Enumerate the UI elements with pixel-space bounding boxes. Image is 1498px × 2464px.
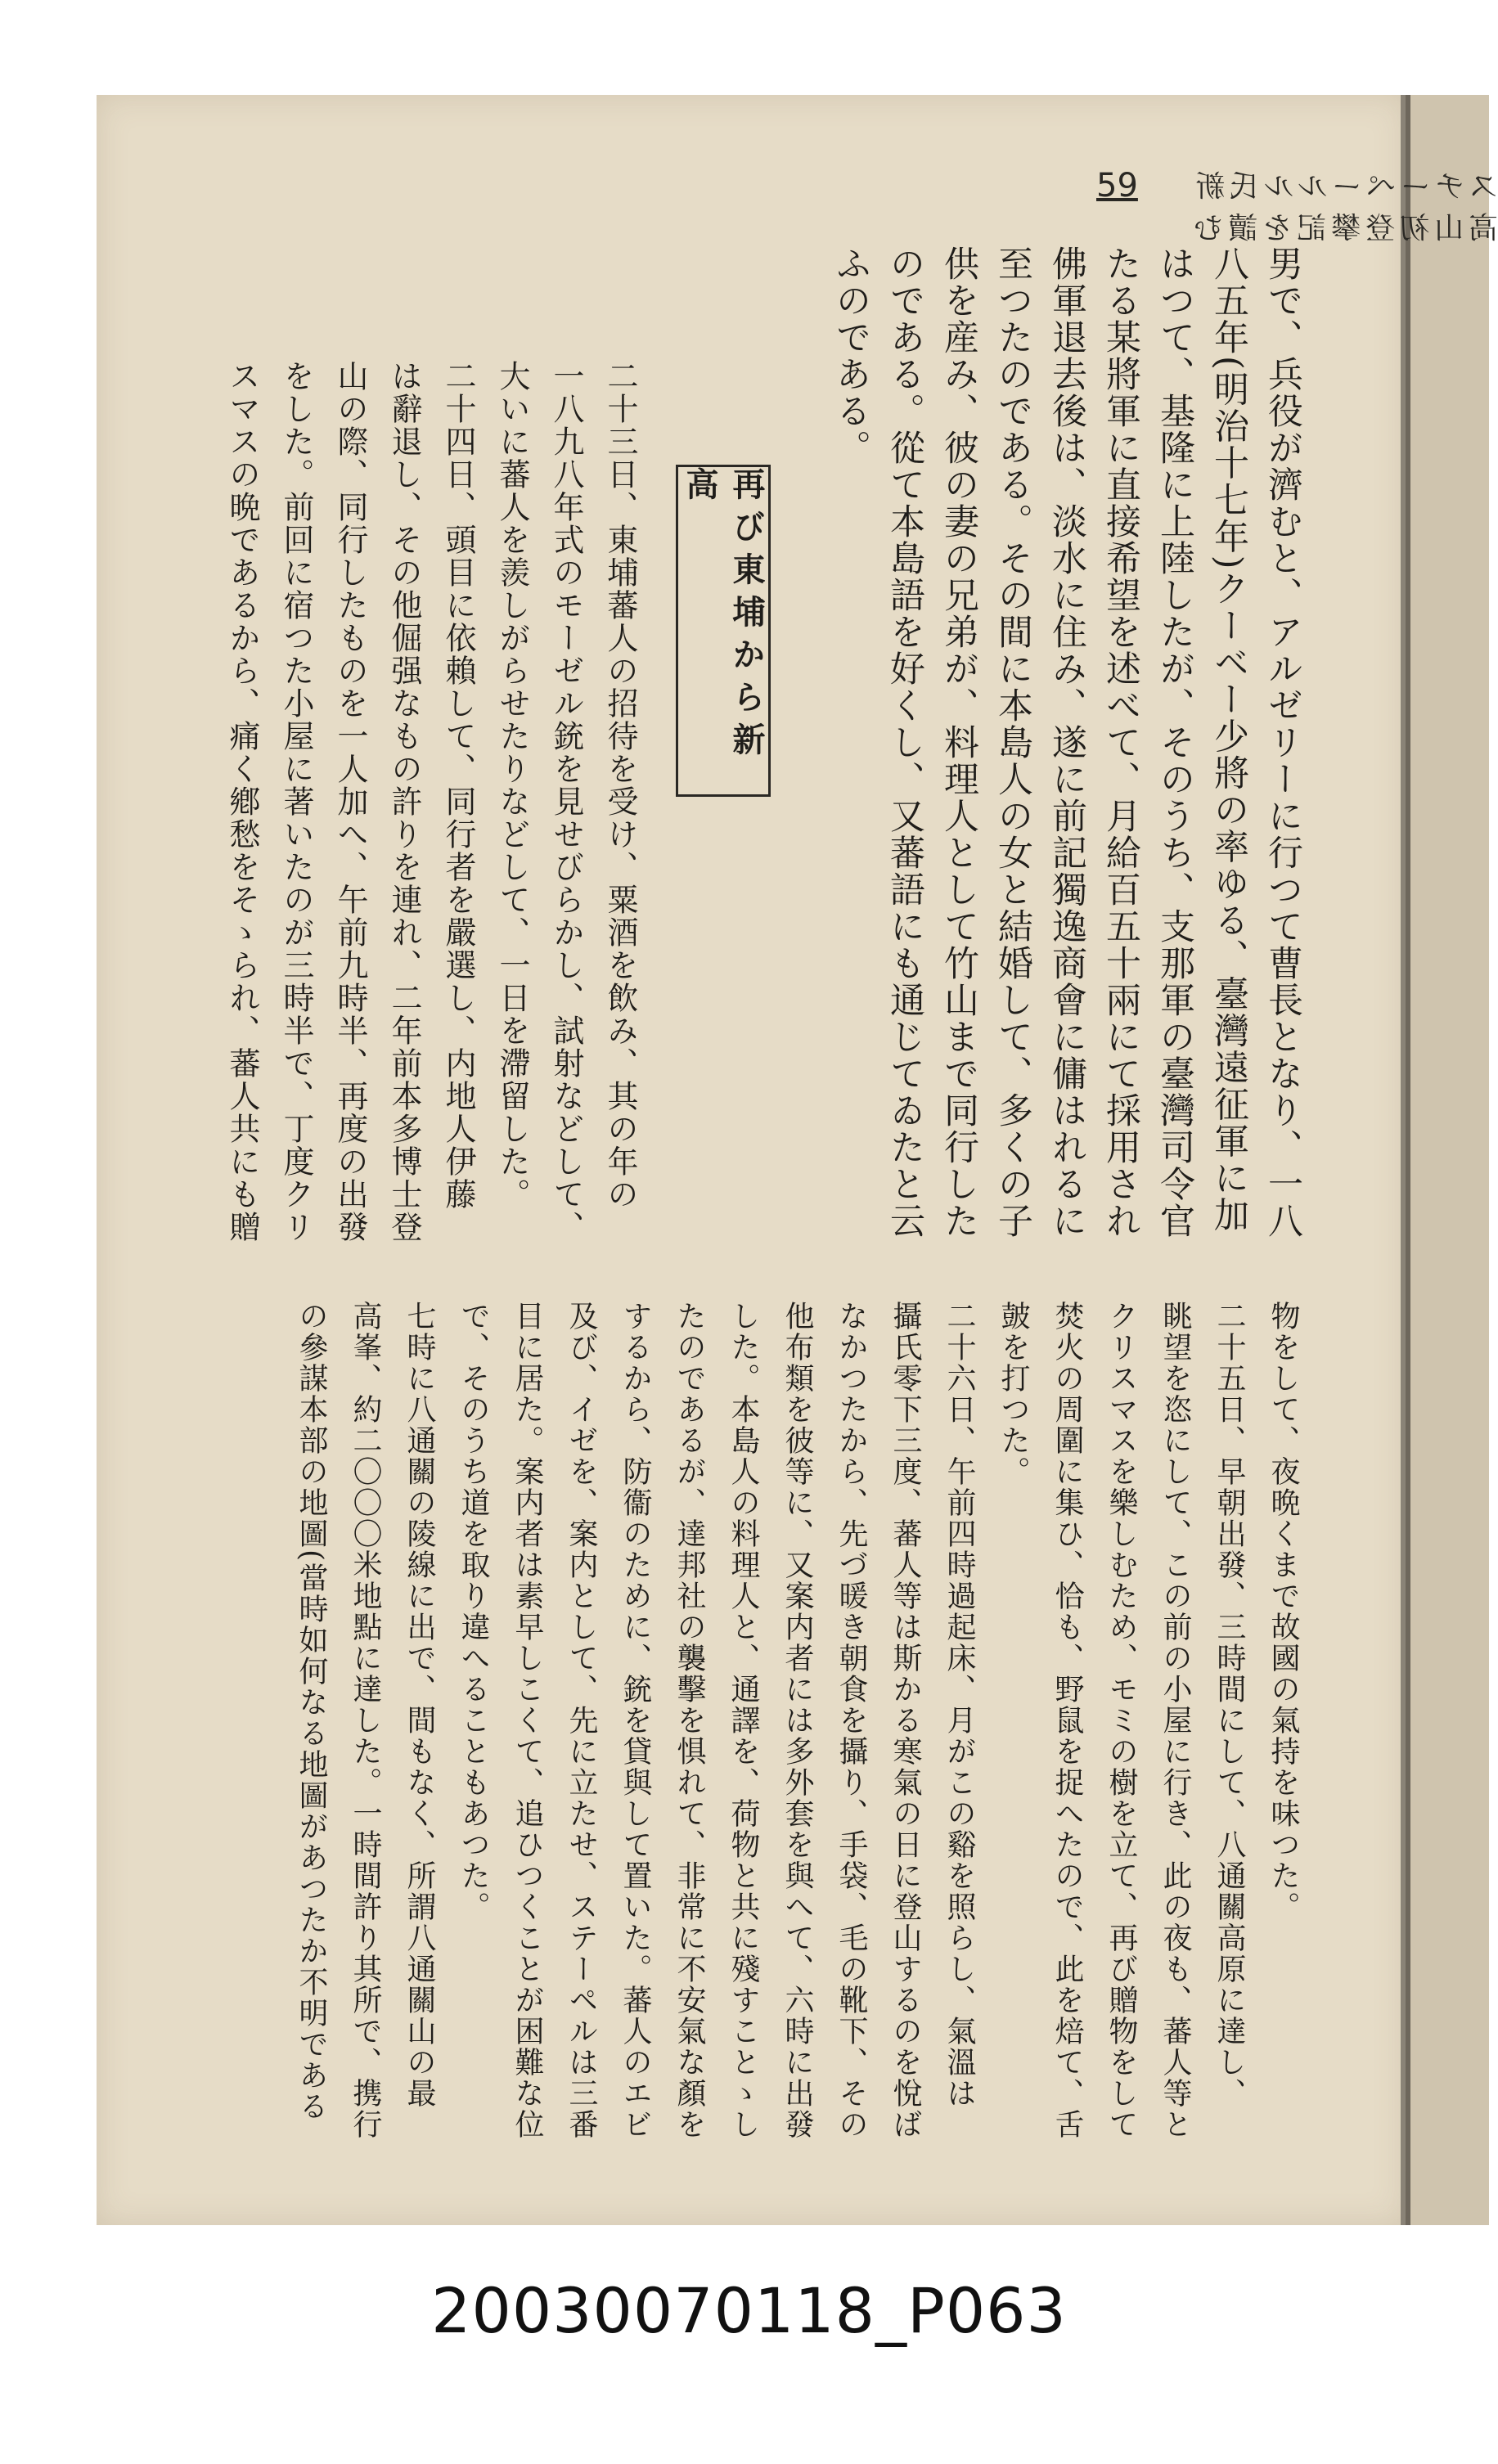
text-column: 物をして、夜晩くまで故國の氣持を味つた。: [1266, 1301, 1300, 1922]
text-column: 眺望を恣にして、この前の小屋に行き、此の夜も、蕃人等と: [1158, 1301, 1192, 2140]
text-column: 皷を打つた。: [996, 1301, 1030, 1487]
text-column: 男で、兵役が濟むと、アルゼリーに行つて曹長となり、一八: [1262, 245, 1303, 1239]
facing-page-edge: [1406, 95, 1489, 2225]
upper-left-text-block: [215, 360, 647, 1260]
text-column: 大いに蕃人を羨しがらせたりなどして、一日を滯留した。: [494, 360, 530, 1211]
page-number: 59: [1096, 167, 1138, 205]
text-column: 供を産み、彼の妻の兄弟が、料理人として竹山まで同行した: [938, 245, 979, 1239]
text-column: 攝氏零下三度、蕃人等は斯かる寒氣の日に登山するのを悅ば: [888, 1301, 922, 2140]
text-column: 七時に八通關の陵線に出で、間もなく、所謂八通關山の最: [403, 1301, 436, 2109]
text-column: 焚火の周圍に集ひ、恰も、野鼠を捉へたので、此を焙て、舌: [1050, 1301, 1084, 2140]
text-column: をした。前回に宿つた小屋に著いたのが三時半で、丁度クリ: [278, 360, 314, 1243]
text-column: たる某將軍に直接希望を述べて、月給百五十兩にて採用され: [1100, 245, 1141, 1239]
page-header: [1096, 164, 1498, 247]
text-column: で、そのうち道を取り違へることもあつた。: [457, 1301, 490, 1922]
section-heading-box: [676, 465, 771, 797]
text-column: のである。從て本島語を好くし、又蕃語にも通じてゐたと云: [884, 245, 925, 1239]
text-column: 八五年(明治十七年)クーベー少將の率ゆる、臺灣遠征軍に加: [1208, 245, 1249, 1234]
text-column: 二十三日、東埔蕃人の招待を受け、粟酒を飲み、其の年の: [602, 360, 638, 1211]
text-column: は辭退し、その他倔强なもの許りを連れ、二年前本多博士登: [386, 360, 422, 1243]
text-column: 至つたのである。その間に本島人の女と結婚して、多くの子: [992, 245, 1033, 1239]
text-column: たのであるが、達邦社の襲擊を惧れて、非常に不安氣な顏を: [673, 1301, 706, 2140]
section-heading: 再び東埔から新高: [681, 467, 765, 765]
text-column: 一八九八年式のモーゼル銃を見せびらかし、試射などして、: [548, 360, 584, 1243]
upper-right-text-block: [824, 245, 1310, 1260]
text-column: スマスの晩であるから、痛く鄕愁をそゝられ、蕃人共にも贈: [224, 360, 260, 1243]
text-column: 山の際、同行したものを一人加へ、午前九時半、再度の出發: [332, 360, 368, 1243]
text-column: 二十四日、頭目に依賴して、同行者を嚴選し、内地人伊藤: [440, 360, 476, 1211]
text-column: 二十五日、早朝出發、三時間にして、八通關高原に達し、: [1212, 1301, 1246, 2109]
text-column: はつて、基隆に上陸したが、そのうち、支那軍の臺灣司令官: [1154, 245, 1195, 1239]
lower-text-block: [284, 1301, 1310, 2143]
text-column: ふのである。: [830, 245, 871, 466]
text-column: 目に居た。案内者は素早しこくて、追ひつくことが困難な位: [511, 1301, 544, 2140]
text-column: 佛軍退去後は、淡水に住み、遂に前記獨逸商會に傭はれるに: [1046, 245, 1087, 1239]
text-column: 高峯、約二〇〇〇米地點に達した。一時間許り其所で、携行: [349, 1301, 382, 2140]
text-column: の參謀本部の地圖(當時如何なる地圖があつたか不明である: [295, 1301, 328, 2123]
text-column: 他布類を彼等に、又案内者には多外套を與へて、六時に出發: [780, 1301, 814, 2140]
text-column: 及び、イゼを、案内として、先に立たせ、ステーペルは三番: [565, 1301, 598, 2140]
image-id-caption: 20030070118_P063: [431, 2274, 1067, 2347]
running-title: スチーペールル氏新高山初登攀記を讀む: [1188, 170, 1498, 245]
text-column: した。本島人の料理人と、通譯を、荷物と共に殘すことゝし: [727, 1301, 760, 2140]
text-column: なかつたから、先づ暖き朝食を攝り、手袋、毛の靴下、その: [834, 1301, 868, 2140]
text-column: するから、防衞のために、銃を貸與して置いた。蕃人のエビ: [619, 1301, 652, 2140]
text-column: 二十六日、午前四時過起床、月がこの谿を照らし、氣溫は: [942, 1301, 976, 2109]
text-column: クリスマスを樂しむため、モミの樹を立て、再び贈物をして: [1104, 1301, 1138, 2140]
